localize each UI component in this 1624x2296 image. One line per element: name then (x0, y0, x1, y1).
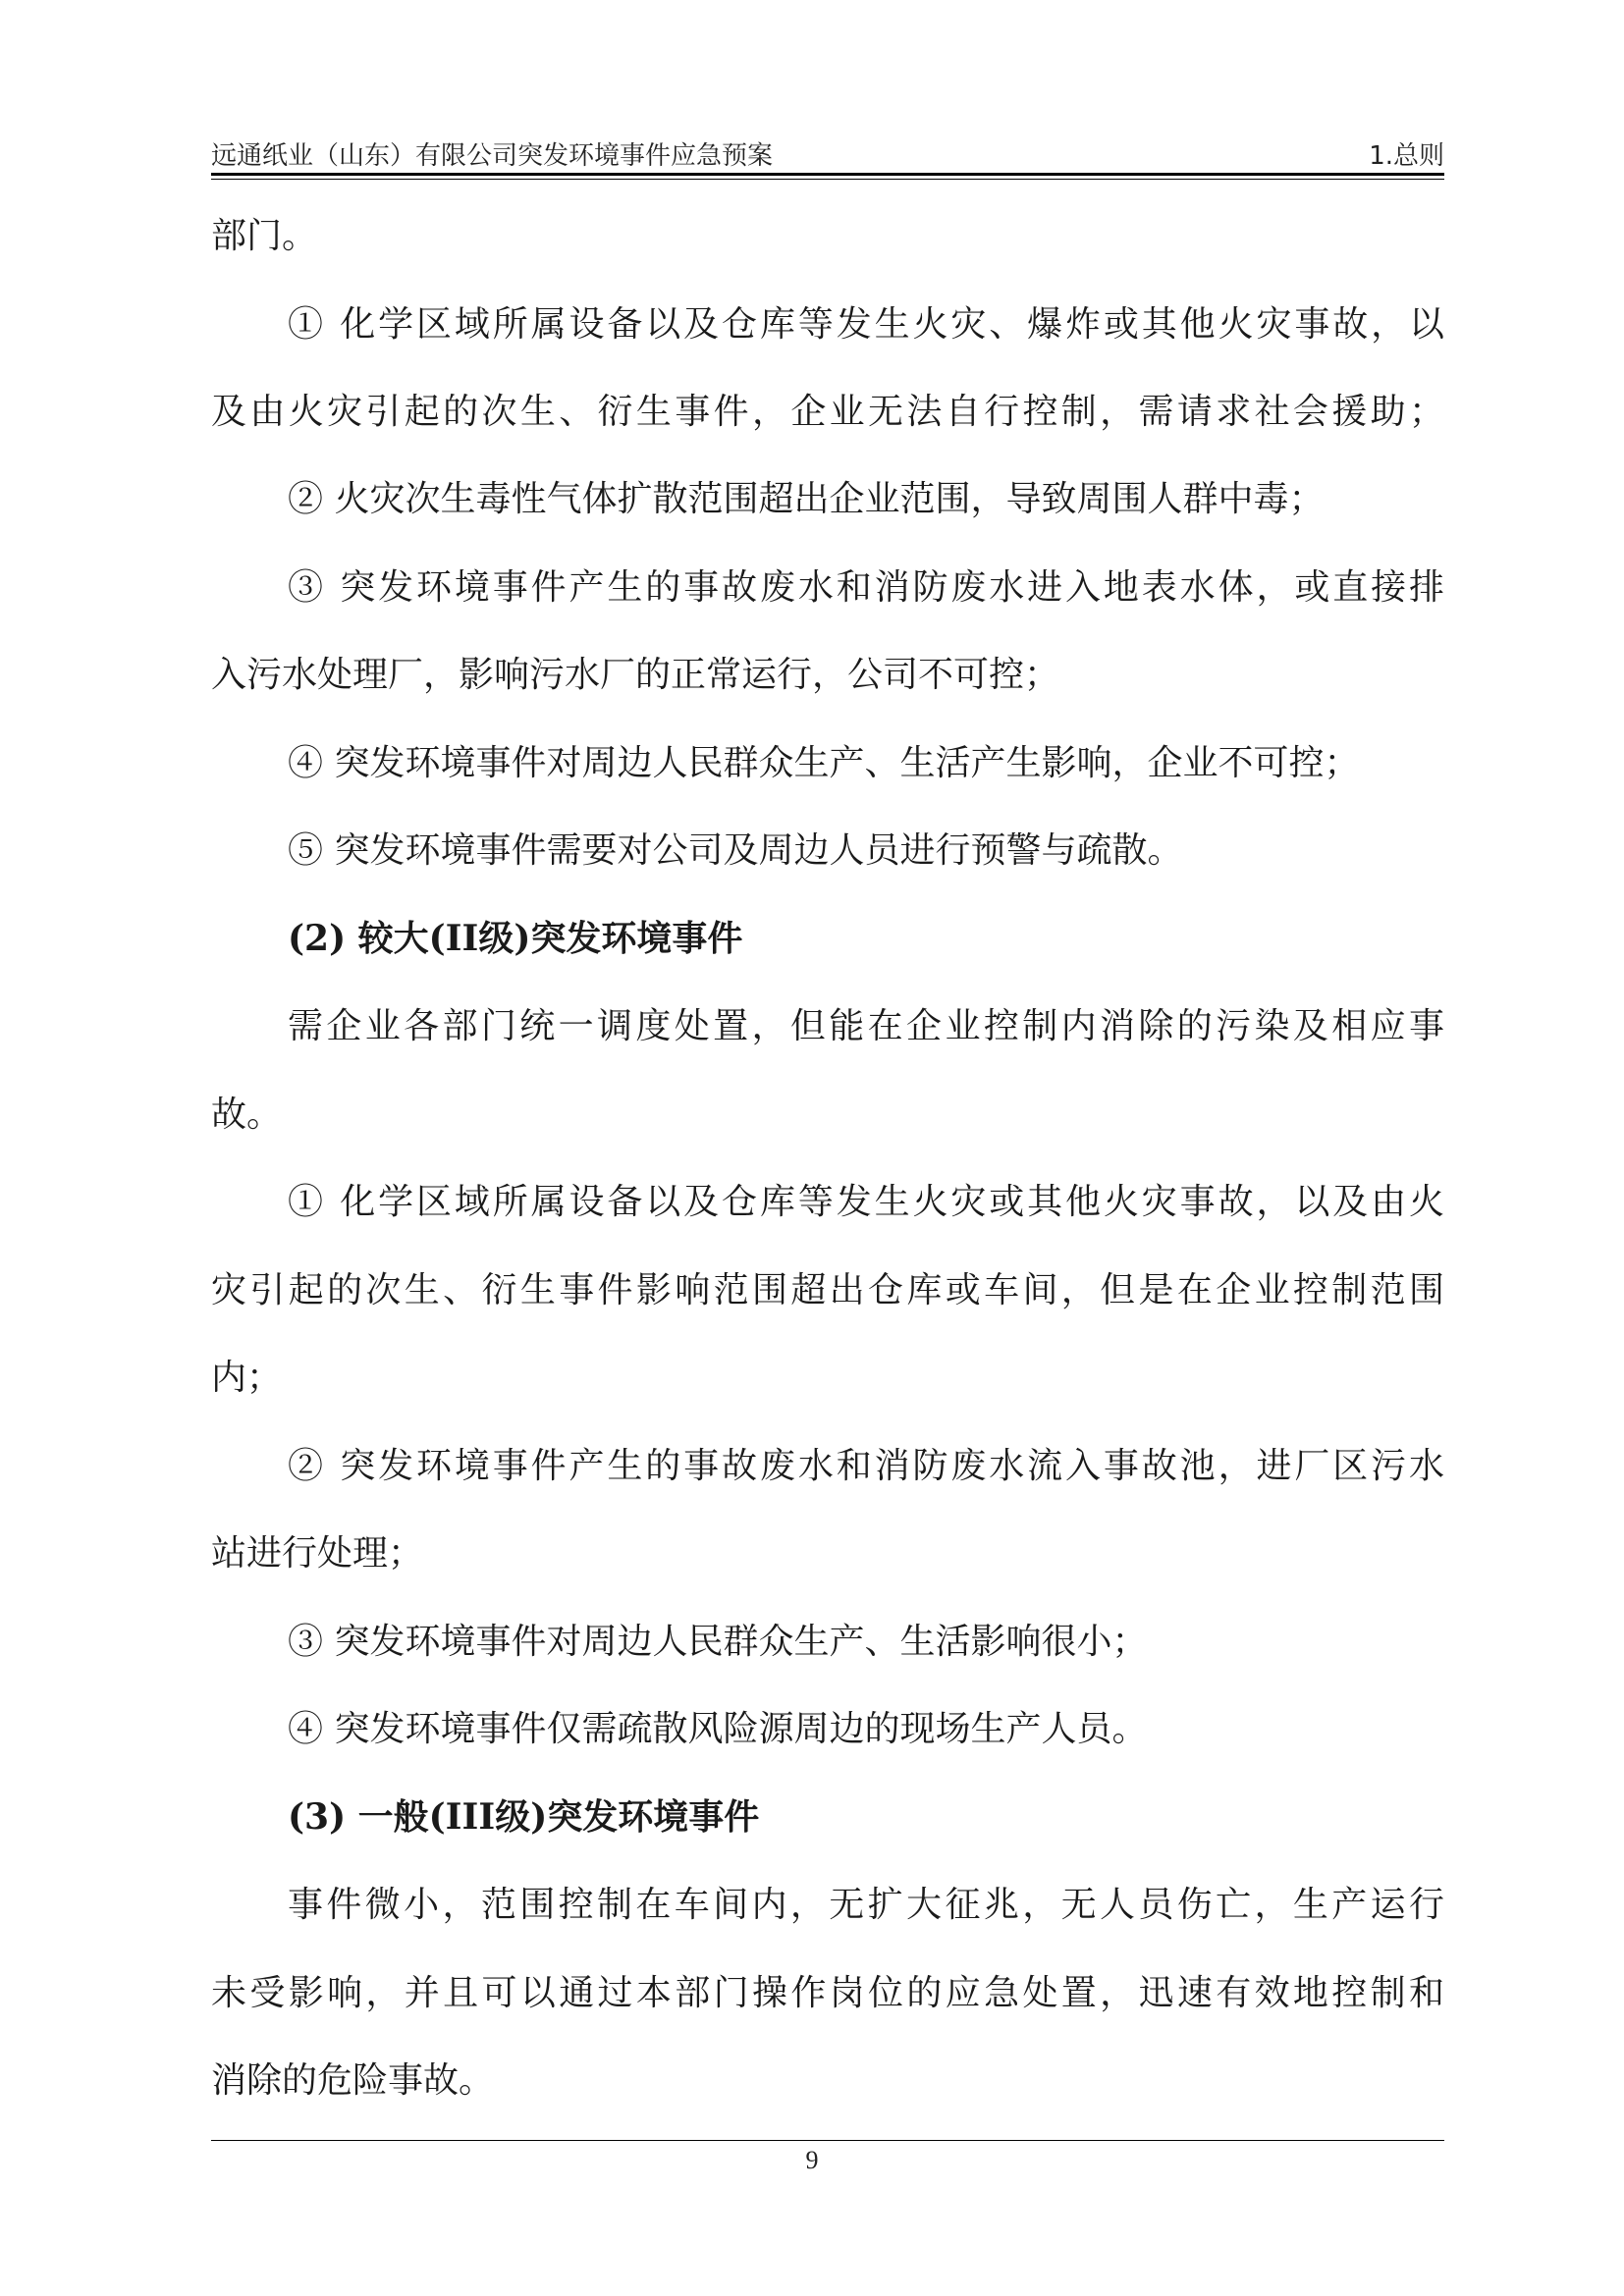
paragraph-line: ⑤ 突发环境事件需要对公司及周边人员进行预警与疏散。 (288, 830, 1183, 871)
paragraph-line: ② 火灾次生毒性气体扩散范围超出企业范围，导致周围人群中毒； (288, 479, 1325, 519)
paragraph-line: 内； (211, 1358, 283, 1398)
header-rule-thin (211, 179, 1444, 180)
paragraph-line: ② 突发环境事件产生的事故废水和消防废水流入事故池，进厂区污水 (288, 1446, 1444, 1486)
paragraph-line: 部门。 (211, 216, 318, 256)
paragraph-line: 灾引起的次生、衍生事件影响范围超出仓库或车间，但是在企业控制范围 (211, 1270, 1444, 1310)
paragraph-line: ③ 突发环境事件对周边人民群众生产、生活影响很小； (288, 1622, 1148, 1662)
header-rule (211, 173, 1444, 176)
page-header (211, 135, 1444, 171)
paragraph-line: 故。 (211, 1095, 283, 1135)
footer-rule (211, 2140, 1444, 2141)
paragraph-line: ① 化学区域所属设备以及仓库等发生火灾或其他火灾事故，以及由火 (288, 1182, 1444, 1222)
paragraph-line: ④ 突发环境事件仅需疏散风险源周边的现场生产人员。 (288, 1709, 1148, 1749)
page-number: 9 (805, 2146, 819, 2174)
header-title: 远通纸业（山东）有限公司突发环境事件应急预案 (211, 141, 774, 171)
header-section: 1.总则 (1369, 141, 1444, 171)
paragraph-line: 入污水处理厂，影响污水厂的正常运行，公司不可控； (211, 655, 1060, 695)
paragraph-line: 及由火灾引起的次生、衍生事件，企业无法自行控制，需请求社会援助； (211, 392, 1444, 432)
paragraph-line: 需企业各部门统一调度处置，但能在企业控制内消除的污染及相应事 (288, 1006, 1444, 1046)
paragraph-line: 站进行处理； (211, 1533, 424, 1574)
paragraph-line: 未受影响，并且可以通过本部门操作岗位的应急处置，迅速有效地控制和 (211, 1973, 1444, 2013)
section-heading: (3) 一般(III级)突发环境事件 (288, 1796, 760, 1838)
paragraph-line: ③ 突发环境事件产生的事故废水和消防废水进入地表水体，或直接排 (288, 567, 1444, 608)
paragraph-line: 事件微小，范围控制在车间内，无扩大征兆，无人员伤亡，生产运行 (288, 1885, 1444, 1925)
paragraph-line: 消除的危险事故。 (211, 2060, 495, 2101)
paragraph-line: ① 化学区域所属设备以及仓库等发生火灾、爆炸或其他火灾事故，以 (288, 304, 1444, 345)
section-heading: (2) 较大(II级)突发环境事件 (288, 918, 743, 959)
paragraph-line: ④ 突发环境事件对周边人民群众生产、生活产生影响，企业不可控； (288, 743, 1360, 783)
